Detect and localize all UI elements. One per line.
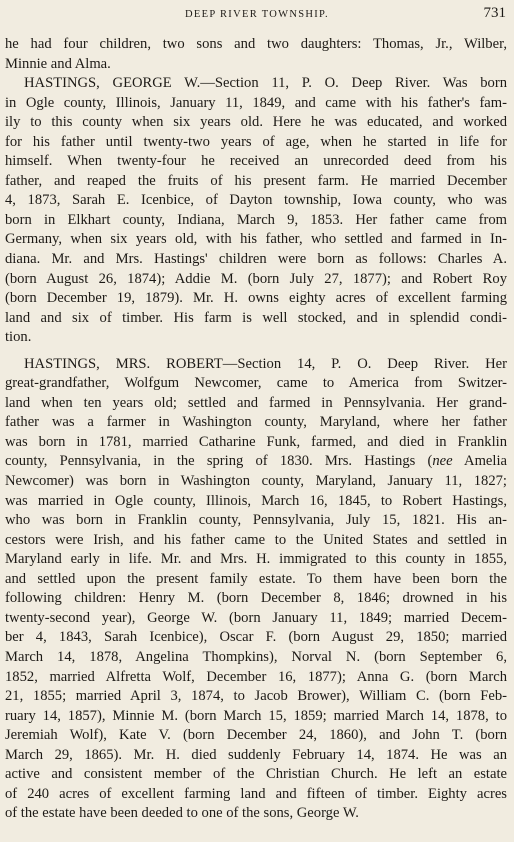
text-line: born in Elkhart county, Indiana, March 9, 1853. Her father came from [5, 211, 507, 228]
text-line: land when ten years old; settled and farmed in Pennsylvania. Her grand- [5, 394, 507, 411]
text-line: March 14, 1878, Angelina Thompkins), Norval N. (born September 6, [5, 648, 507, 665]
entry-robert-name-part: RS [128, 355, 147, 372]
text-line: 1852, married Alfretta Wolf, December 16, 1877); Anna G. (born March [5, 668, 507, 685]
text-line: Minnie and Alma. [5, 55, 111, 72]
text-line: great-grandfather, Wolfgum Newcomer, came to America from Switzer- [5, 375, 507, 392]
entry-robert-name [24, 356, 223, 372]
text-line: of the estate have been deeded to one of the sons, George W. [5, 805, 359, 822]
text-line: 21, 1855; married April 3, 1874, to Jacob Brower), William C. (born Feb- [5, 688, 507, 705]
text-line: 4, 1873, Sarah E. Icenbice, of Dayton township, Iowa county, who was [5, 192, 507, 209]
text-line: ber 4, 1843, Sarah Icenbice), Oscar F. (born August 29, 1850; married [5, 629, 507, 646]
text-line: cestors were Irish, and his father came to the United States and settled in [5, 531, 507, 548]
text-line: Jeremiah Wolf), Kate V. (born December 24, 1860), and John T. (born [5, 727, 507, 744]
text-line: who was born in Franklin county, Pennsylvania, July 15, 1821. His an- [5, 512, 507, 529]
text-line: was born in 1781, married Catharine Funk, farmed, and died in Franklin [5, 433, 507, 450]
text-line: diana. Mr. and Mrs. Hastings' children were born as follows: Charles A. [5, 251, 507, 268]
text-line: Newcomer) was born in Washington county, Maryland, January 11, 1827; [5, 473, 507, 490]
text-line: Germany, when six years old, with his father, who settled and farmed in In- [5, 231, 507, 248]
text-line: twenty-second year), George W. (born January 11, 1849; married Decem- [5, 609, 507, 626]
text-line: in Ogle county, Illinois, January 11, 1849, and came with his father's fam- [5, 94, 507, 111]
entry-george-lead-line [24, 74, 507, 94]
text-line: he had four children, two sons and two daughters: Thomas, Jr., Wilber, [5, 36, 507, 52]
text-line: following children: Henry M. (born December 8, 1846; drowned in his [5, 590, 507, 607]
text-line: was married in Ogle county, Illinois, March 16, 1845, to Robert Hastings, [5, 492, 507, 509]
running-head [0, 5, 514, 25]
running-head-title: DEEP RIVER TOWNSHIP. [185, 9, 329, 20]
entry-george-name: HASTINGS, GEORGE W. [24, 75, 201, 92]
text-line: March 29, 1865). Mr. H. died suddenly February 14, 1874. He was an [5, 746, 507, 763]
text-line: tion. [5, 329, 32, 346]
text-line: father, and reaped the fruits of his present farm. He married December [5, 172, 507, 189]
text-line: father was a farmer in Washington county, Maryland, where her father [5, 414, 507, 431]
entry-robert-name-part: HASTINGS, M [24, 355, 129, 372]
page-number: 731 [483, 5, 506, 21]
text-line: (born December 19, 1879). Mr. H. owns eighty acres of excellent farming [5, 290, 507, 307]
text-line: himself. When twenty-four he received an unrecorded deed from his [5, 153, 507, 170]
text-line: for his father until twenty-two years of age, when he started in life for [5, 133, 507, 150]
entry-robert-name-part: . ROBERT [146, 355, 223, 372]
text-line: ruary 14, 1857), Minnie M. (born March 15, 1859; married March 14, 1878, to [5, 707, 507, 724]
text-line: and settled upon the present family estate. To them have been born the [5, 570, 507, 587]
body-text [0, 35, 514, 824]
text-line: county, Pennsylvania, in the spring of 1830. Mrs. Hastings (nee Amelia [5, 453, 507, 470]
entry-robert-lead-line [24, 355, 507, 375]
text-line: (born August 26, 1874); Addie M. (born July 27, 1877); and Robert Roy [5, 270, 507, 287]
text-line: of 240 acres of excellent farming land and fifteen of timber. Eighty acres [5, 785, 507, 802]
text-line: ily to this county when six years old. Here he was educated, and worked [5, 114, 507, 131]
text-line: Maryland early in life. Mr. and Mrs. H. immigrated to this county in 1855, [5, 551, 507, 568]
text-line: active and consistent member of the Christian Church. He left an estate [5, 766, 507, 783]
text-line: land and six of timber. His farm is well stocked, and in splendid condi- [5, 309, 507, 326]
entry-robert-lead-text: —Section 14, P. O. Deep River. Her [222, 355, 507, 372]
entry-george-lead-text: —Section 11, P. O. Deep River. Was born [200, 75, 507, 92]
